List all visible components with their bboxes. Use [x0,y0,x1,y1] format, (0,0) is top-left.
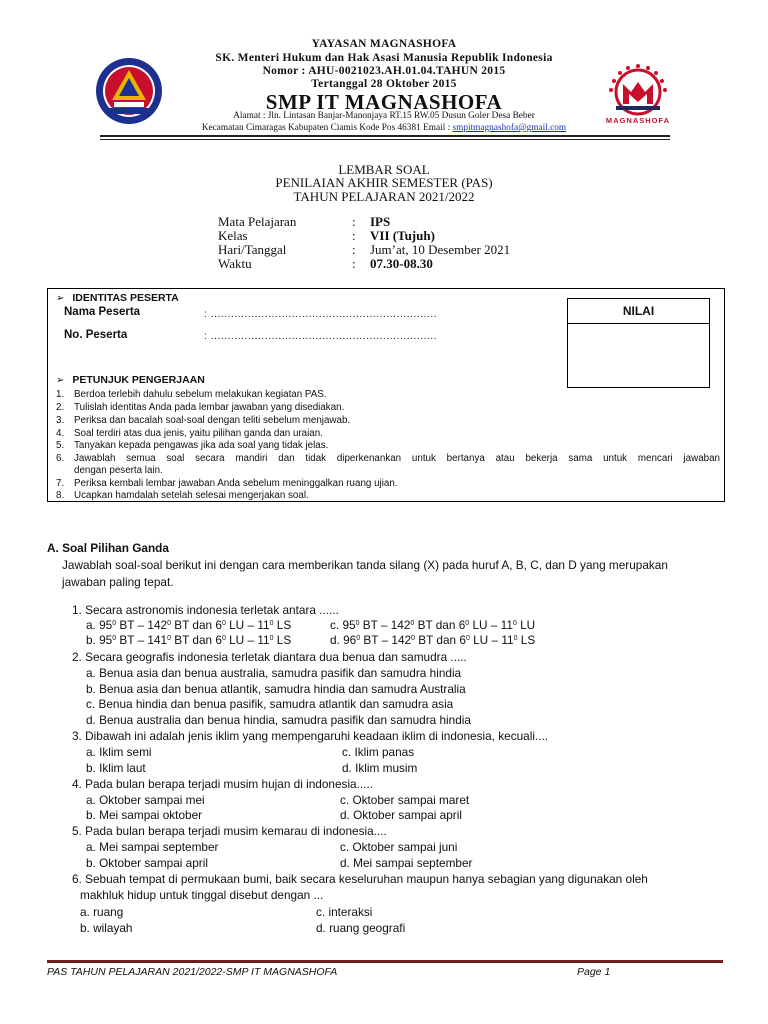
opt-text: d. 96 [330,633,357,647]
arrow-bullet-icon: ➢ [56,375,65,386]
question-3-option-b[interactable]: b. Iklim laut [86,761,146,775]
header-rule-thin [100,139,670,140]
opt-text: BT – 141 [116,633,168,647]
score-box [567,298,710,388]
opt-text: BT – 142 [360,633,412,647]
degree-mark: 0 [167,635,171,642]
question-5-option-b[interactable]: b. Oktober sampai april [86,856,208,870]
question-2-option-b[interactable]: b. Benua asia dan benua atlantik, samudra hindia dan samudra Australia [86,682,466,696]
opt-text: LU – 11 [225,633,270,647]
degree-mark: 0 [410,620,415,627]
degree-mark: 0 [355,620,360,627]
question-6-option-a[interactable]: a. ruang [80,905,124,919]
instruction-text: Tulislah identitas Anda pada lembar jawaban yang disediakan. [74,402,345,413]
name-field[interactable]: : ................................................................... [204,309,438,320]
section-a-heading: A. Soal Pilihan Ganda [47,541,169,555]
question-4-option-b[interactable]: b. Mei sampai oktober [86,808,203,822]
degree-mark: 0 [465,620,470,627]
footer-left-text: PAS TAHUN PELAJARAN 2021/2022-SMP IT MAGNASHOFA [47,966,338,978]
question-1: 1. Secara astronomis indonesia terletak antara ...... [72,603,339,617]
info-value: VII (Tujuh) [370,228,435,243]
degree-mark: 0 [512,620,517,627]
score-label: NILAI [568,299,709,324]
right-logo-text: MAGNASHOFA [605,116,671,125]
question-3-option-d[interactable]: d. Iklim musim [342,761,418,775]
email-link[interactable]: smpitmagnashofa@gmail.com [452,123,567,133]
degree-mark: 0 [112,620,117,627]
question-6-option-d[interactable]: d. ruang geografi [316,921,406,935]
identity-heading [56,292,179,304]
instruction-number: 8. [56,490,65,501]
opt-text: LS [273,618,292,632]
page-number: Page 1 [577,966,611,978]
opt-text: BT – 142 [359,618,411,632]
question-6-line-2: makhluk hidup untuk tinggal disebut dengan ... [80,888,324,902]
question-6-option-c[interactable]: c. interaksi [316,905,373,919]
instructions-heading [56,374,205,386]
opt-text: LU – 11 [469,618,513,632]
info-value: IPS [370,214,391,229]
opt-text: LU – 11 [469,633,514,647]
instruction-text: Periksa dan bacalah soal-soal dengan teliti sebelum menjawab. [74,415,351,426]
question-1-option-d[interactable] [330,633,535,647]
instruction-number: 2. [56,402,65,413]
number-field[interactable]: : ................................................................... [204,331,438,342]
info-value: 07.30-08.30 [370,256,433,271]
question-3-option-a[interactable]: a. Iklim semi [86,745,152,759]
instructions-heading-text: PETUNJUK PENGERJAAN [72,374,205,386]
opt-text: BT dan 6 [171,618,222,632]
magnashofa-logo [602,62,674,130]
instruction-number: 1. [56,389,65,400]
info-colon: : [352,214,356,229]
question-6-option-b[interactable]: b. wilayah [80,921,133,935]
info-key: Mata Pelajaran [218,214,297,229]
doc-subtitle: PENILAIAN AKHIR SEMESTER (PAS) [275,175,493,190]
footer-rule [47,960,723,963]
opt-text: BT dan 6 [414,618,466,632]
question-1-option-b[interactable] [86,633,291,647]
opt-text: BT dan 6 [415,633,466,647]
address-line-1: Alamat : Jln. Lintasan Banjar-Manonjaya RT.15 RW.05 Dusun Goler Desa Beber [233,111,535,121]
instruction-number: 5. [56,440,65,451]
question-4: 4. Pada bulan berapa terjadi musim hujan di indonesia..... [72,777,374,791]
instruction-number: 3. [56,415,65,426]
header-rule-thick [100,135,670,137]
degree-mark: 0 [411,635,415,642]
info-key: Waktu [218,256,252,271]
question-1-option-a[interactable] [86,618,291,632]
degree-mark: 0 [356,635,361,642]
instruction-text: Tanyakan kepada pengawas jika ada soal yang tidak jelas. [74,440,329,451]
question-5-option-c[interactable]: c. Oktober sampai juni [340,840,458,854]
decree-line-1: SK. Menteri Hukum dan Hak Asasi Manusia Republik Indonesia [215,52,553,64]
degree-mark: 0 [465,635,470,642]
opt-text: LS [517,633,536,647]
degree-mark: 0 [221,635,226,642]
question-4-option-d[interactable]: d. Oktober sampai april [340,808,462,822]
question-4-option-c[interactable]: c. Oktober sampai maret [340,793,470,807]
instruction-text: Berdoa terlebih dahulu sebelum melakukan kegiatan PAS. [74,389,327,400]
school-name: SMP IT MAGNASHOFA [265,90,503,114]
instruction-text: dengan peserta lain. [74,465,163,476]
school-emblem-logo [94,56,164,126]
info-key: Kelas [218,228,248,243]
decree-line-2: Nomor : AHU-0021023.AH.01.04.TAHUN 2015 [262,65,506,77]
foundation-name: YAYASAN MAGNASHOFA [311,38,457,50]
opt-text: LU [516,618,536,632]
question-5-option-d[interactable]: d. Mei sampai september [340,856,473,870]
question-5: 5. Pada bulan berapa terjadi musim kemarau di indonesia.... [72,824,387,838]
degree-mark: 0 [167,620,171,627]
question-2-option-d[interactable]: d. Benua australia dan benua hindia, samudra pasifik dan samudra hindia [86,713,471,727]
question-1-option-c[interactable] [330,618,535,632]
question-2-option-c[interactable]: c. Benua hindia dan benua pasifik, samudra atlantik dan samudra asia [86,697,454,711]
instruction-text: Jawablah semua soal secara mandiri dan tidak diperkenankan untuk bertanya atau bekerja sama untuk mencari jawaban [74,453,720,464]
question-3: 3. Dibawah ini adalah jenis iklim yang mempengaruhi keadaan iklim di indonesia, kecuali.... [72,729,549,743]
instruction-text: Soal terdiri atas dua jenis, yaitu pilihan ganda dan uraian. [74,428,323,439]
opt-text: BT – 142 [116,618,168,632]
question-2-option-a[interactable]: a. Benua asia dan benua australia, samudra pasifik dan samudra hindia [86,666,462,680]
decree-line-3: Tertanggal 28 Oktober 2015 [311,78,457,90]
info-key: Hari/Tanggal [218,242,287,257]
number-label: No. Peserta [64,329,128,341]
address-line-2-text: Kecamatan Cimaragas Kabupaten Ciamis Kode Pos 46381 Email : [201,123,453,133]
instruction-text: Ucapkan hamdalah setelah selesai mengerjakan soal. [74,490,309,501]
question-3-option-c[interactable]: c. Iklim panas [342,745,415,759]
opt-text: b. 95 [86,633,113,647]
doc-year: TAHUN PELAJARAN 2021/2022 [293,189,475,204]
degree-mark: 0 [221,620,226,627]
question-5-option-a[interactable]: a. Mei sampai september [86,840,219,854]
name-label: Nama Peserta [64,306,141,318]
info-value: Jum’at, 10 Desember 2021 [370,242,511,257]
question-2: 2. Secara geografis indonesia terletak diantara dua benua dan samudra ..... [72,650,467,664]
question-6-line-1: 6. Sebuah tempat di permukaan bumi, baik secara keseluruhan maupun hanya sebagian yang digunakan oleh [72,872,648,886]
degree-mark: 0 [513,635,518,642]
opt-text: LU – 11 [225,618,270,632]
info-colon: : [352,256,356,271]
doc-title: LEMBAR SOAL [338,162,430,177]
info-colon: : [352,228,356,243]
section-a-intro-2: jawaban paling tepat. [62,575,174,589]
opt-text: c. 95 [330,618,356,632]
instruction-text: Periksa kembali lembar jawaban Anda sebelum meninggalkan ruang ujian. [74,478,398,489]
section-a-intro-1: Jawablah soal-soal berikut ini dengan cara memberikan tanda silang (X) pada huruf A, B, C, dan D yang merupakan [62,558,668,572]
degree-mark: 0 [112,635,117,642]
info-colon: : [352,242,356,257]
question-4-option-a[interactable]: a. Oktober sampai mei [86,793,205,807]
arrow-bullet-icon: ➢ [56,293,65,304]
instruction-number: 7. [56,478,65,489]
opt-text: a. 95 [86,618,113,632]
degree-mark: 0 [269,635,274,642]
instruction-number: 6. [56,453,65,464]
instruction-number: 4. [56,428,65,439]
opt-text: LS [273,633,292,647]
opt-text: BT dan 6 [171,633,222,647]
degree-mark: 0 [269,620,274,627]
identity-heading-text: IDENTITAS PESERTA [72,292,179,304]
